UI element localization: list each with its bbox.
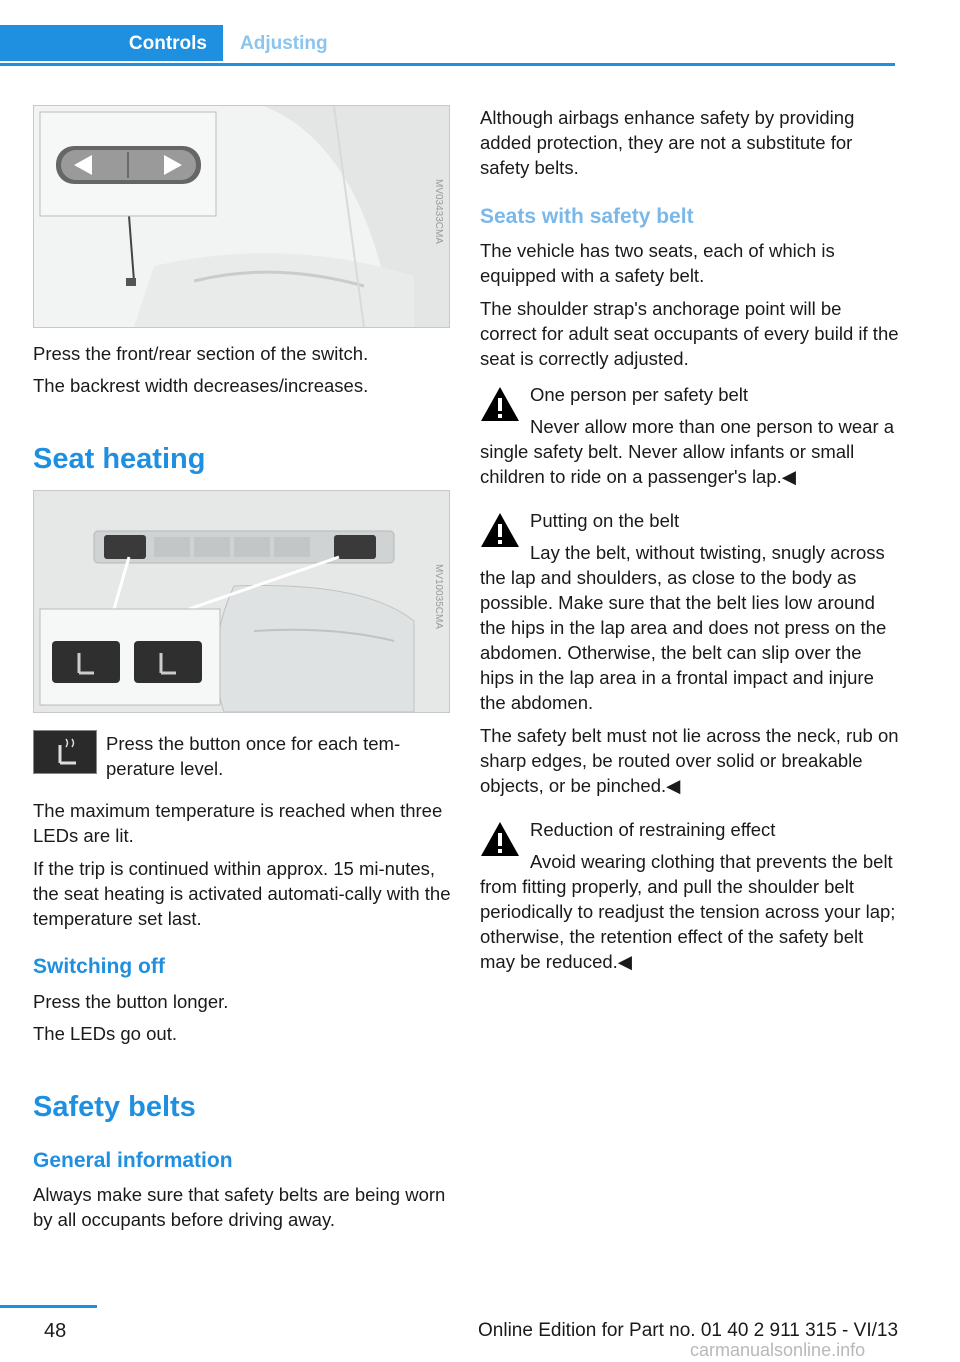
figure-code: MV03433CMA: [432, 178, 444, 245]
tab-controls-label: Controls: [128, 33, 207, 54]
backrest-switch-illustration: [34, 106, 449, 327]
right-p2: The vehicle has two seats, each of which is equipped with a safety belt.: [480, 240, 835, 286]
right-p1: Although airbags enhance safety by providing added protection, they are not a substitute for safety belts.: [480, 107, 855, 178]
page-number: 48: [44, 1320, 67, 1342]
footer-rule: [0, 1305, 97, 1308]
heading-seats-with-safety-belt: Seats with safety belt: [480, 205, 694, 228]
heading-safety-belts: Safety belts: [33, 1091, 196, 1123]
left-p2: The backrest width decreases/increases.: [33, 375, 369, 396]
left-p3: Press the button once for each tem-perature level.: [106, 733, 401, 779]
seat-heating-figure: [33, 490, 450, 713]
console-illustration: [34, 491, 449, 712]
tab-controls[interactable]: [0, 25, 223, 61]
warning-3-body: Avoid wearing clothing that prevents the belt from fitting properly, and pull the shoulder belt periodically to readjust the tension across your lap; otherwise, the retention effect of the safety belt may be reduced.◀: [480, 851, 896, 972]
warning-1-title: One person per safety belt: [530, 384, 749, 405]
warning-2-body: Lay the belt, without twisting, snugly across the lap and shoulders, as close to the body as possible. Make sure that the belt lies low around the hips in the lap area and does not press on the abdomen. Otherwise, the belt can slip over the hips in the lap area in a frontal impact and injure the abdomen.: [480, 542, 887, 713]
heading-seat-heating: Seat heating: [33, 443, 206, 475]
left-p6: Press the button longer.: [33, 991, 229, 1012]
left-p1: Press the front/rear section of the switch.: [33, 343, 369, 364]
left-p5: If the trip is continued within approx. 15 mi-nutes, the seat heating is activated automati-cally with the temperature set last.: [33, 858, 451, 929]
watermark: carmanualsonline.info: [690, 1340, 866, 1360]
warning-2-title: Putting on the belt: [530, 510, 680, 531]
seat-heating-icon: [33, 730, 97, 774]
left-p8: Always make sure that safety belts are being worn by all occupants before driving away.: [33, 1184, 446, 1230]
left-p4: The maximum temperature is reached when three LEDs are lit.: [33, 800, 443, 846]
warning-3-title: Reduction of restraining effect: [530, 819, 776, 840]
heading-switching-off: Switching off: [33, 955, 165, 978]
edition-text: Online Edition for Part no. 01 40 2 911 315 - VI/13: [478, 1320, 899, 1341]
heading-general-information: General information: [33, 1149, 233, 1172]
left-p7: The LEDs go out.: [33, 1023, 177, 1044]
warning-1-body: Never allow more than one person to wear a single safety belt. Never allow infants or small children to ride on a passenger's lap.◀: [480, 416, 895, 487]
tab-adjusting[interactable]: Adjusting: [240, 33, 328, 54]
right-p3: The shoulder strap's anchorage point will be correct for adult seat occupants of every build if the seat is correctly adjusted.: [480, 298, 899, 369]
backrest-switch-figure: [33, 105, 450, 328]
header-tabs: [0, 25, 895, 66]
figure-code: MV10035CMA: [432, 563, 444, 630]
right-p4: The safety belt must not lie across the neck, rub on sharp edges, be routed over solid or breakable objects, or be pinched.◀: [480, 725, 899, 796]
